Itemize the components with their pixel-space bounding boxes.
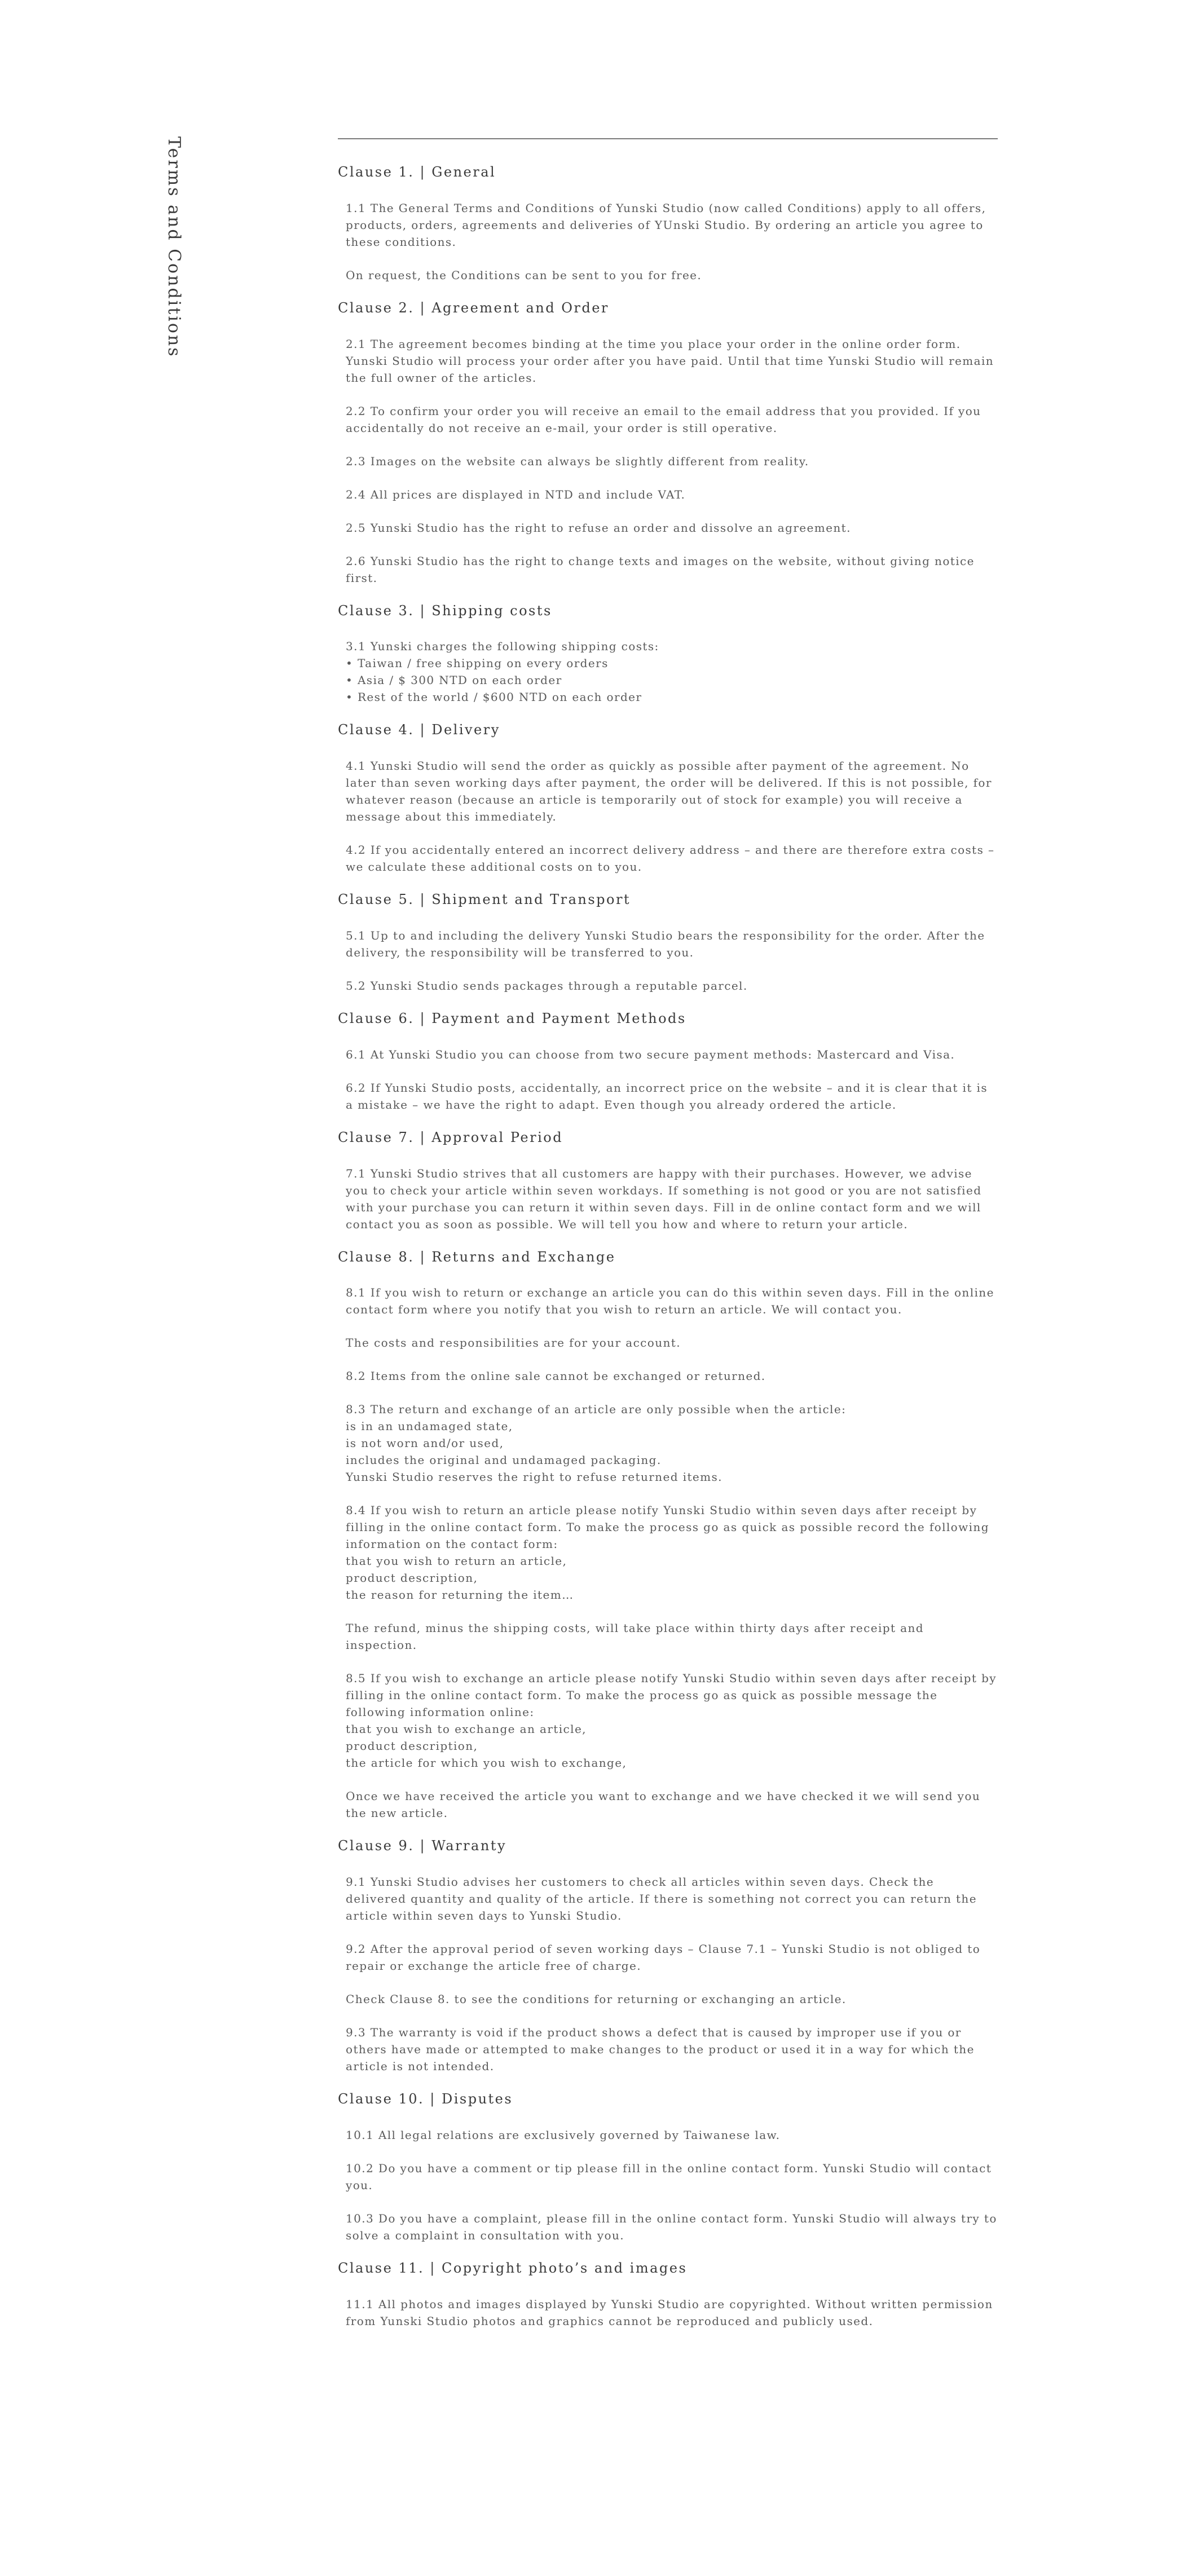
clause-heading: Clause 6. | Payment and Payment Methods [338,1010,686,1026]
clause-paragraph: 1.1 The General Terms and Conditions of Yunski Studio (now called Conditions) apply to all offers, products, orders, agreements and deliveries of YUnski Studio. By ordering an article you agree to these conditions. [346,201,986,249]
clause-paragraph: The refund, minus the shipping costs, will take place within thirty days after receipt and inspection. [346,1621,924,1652]
clause-paragraph: 8.3 The return and exchange of an article are only possible when the article: is in an undamaged state, is not worn and/or used, includes the original and undamaged packaging. Yunski Studio reserves the right to refuse returned items. [346,1402,847,1484]
clause-paragraph: 2.2 To confirm your order you will receive an email to the email address that you provided. If you accidentally do not receive an e-mail, your order is still operative. [346,404,981,435]
clause-paragraph: 5.1 Up to and including the delivery Yunski Studio bears the responsibility for the order. After the delivery, the responsibility will be transferred to you. [346,928,985,959]
clause-paragraph: 10.2 Do you have a comment or tip please fill in the online contact form. Yunski Studio will contact you. [346,2161,992,2192]
clause-section [338,300,998,586]
clause-paragraph: On request, the Conditions can be sent to you for free. [346,268,702,282]
clause-section [338,1011,998,1113]
clause-paragraph: 8.5 If you wish to exchange an article please notify Yunski Studio within seven days after receipt by filling in the online contact form. To make the process go as quick as possible message the following information online: that you wish to exchange an article, product description, the article for which you wish to exchange, [346,1671,997,1770]
clause-section [338,1130,998,1233]
clause-paragraph: 9.2 After the approval period of seven working days – Clause 7.1 – Yunski Studio is not obliged to repair or exchange the article free of charge. [346,1942,981,1973]
clause-paragraph: 3.1 Yunski charges the following shipping costs: • Taiwan / free shipping on every orders • Asia / $ 300 NTD on each order • Rest of the world / $600 NTD on each order [346,639,659,704]
clause-section [338,722,998,875]
clause-heading: Clause 10. | Disputes [338,2091,513,2107]
clause-paragraph: 8.4 If you wish to return an article please notify Yunski Studio within seven days after receipt by filling in the online contact form. To make the process go as quick as possible record the following information on the contact form: that you wish to return an article, product description, the reason for returning the item… [346,1503,989,1602]
clause-paragraph: 8.2 Items from the online sale cannot be exchanged or returned. [346,1369,766,1383]
clauses-list [338,164,998,2330]
clause-heading: Clause 7. | Approval Period [338,1129,563,1145]
clause-paragraph: 4.1 Yunski Studio will send the order as quickly as possible after payment of the agreement. No later than seven working days after payment, the order will be delivered. If this is not possible, for whatever reason (because an article is temporarily out of stock for example) you will receive a message about this immediately. [346,759,992,824]
clause-section [338,1249,998,1822]
clause-heading: Clause 4. | Delivery [338,722,500,738]
clause-paragraph: 9.1 Yunski Studio advises her customers to check all articles within seven days. Check the delivered quantity and quality of the article. If there is something not correct you can return the article within seven days to Yunski Studio. [346,1875,977,1923]
clause-heading: Clause 2. | Agreement and Order [338,299,609,316]
clause-paragraph: 9.3 The warranty is void if the product shows a defect that is caused by improper use if you or others have made or attempted to make changes to the product or used it in a way for which the article is not intended. [346,2026,975,2074]
clause-paragraph: 7.1 Yunski Studio strives that all customers are happy with their purchases. However, we advise you to check your article within seven workdays. If something is not good or you are not satisfied with your purchase you can return it within seven days. Fill in de online contact form and we will contact you as soon as possible. We will tell you how and where to return your article. [346,1166,982,1231]
clause-paragraph: 6.1 At Yunski Studio you can choose from two secure payment methods: Mastercard and Visa. [346,1047,955,1061]
clause-paragraph: 10.3 Do you have a complaint, please fill in the online contact form. Yunski Studio will always try to solve a complaint in consultation with you. [346,2211,997,2242]
clause-heading: Clause 9. | Warranty [338,1838,506,1854]
clause-section [338,1838,998,2075]
page-title: Terms and Conditions [164,136,184,358]
clause-heading: Clause 1. | General [338,164,496,180]
clause-paragraph: 6.2 If Yunski Studio posts, accidentally, an incorrect price on the website – and it is clear that it is a mistake – we have the right to adapt. Even though you already ordered the article. [346,1080,988,1111]
clause-paragraph: 5.2 Yunski Studio sends packages through a reputable parcel. [346,978,748,993]
clause-paragraph: 11.1 All photos and images displayed by Yunski Studio are copyrighted. Without written permission from Yunski Studio photos and graphics cannot be reproduced and publicly used. [346,2297,993,2328]
clause-paragraph: 2.1 The agreement becomes binding at the time you place your order in the online order form. Yunski Studio will process your order after you have paid. Until that time Yunski Studio will remain the full owner of the articles. [346,337,994,385]
clause-paragraph: 2.5 Yunski Studio has the right to refuse an order and dissolve an agreement. [346,521,851,535]
clause-heading: Clause 8. | Returns and Exchange [338,1249,616,1265]
clause-paragraph: The costs and responsibilities are for your account. [346,1336,681,1350]
clause-paragraph: 10.1 All legal relations are exclusively governed by Taiwanese law. [346,2128,781,2142]
clause-heading: Clause 11. | Copyright photo’s and images [338,2260,688,2276]
clause-heading: Clause 5. | Shipment and Transport [338,892,631,908]
clause-paragraph: Check Clause 8. to see the conditions for returning or exchanging an article. [346,1992,847,2006]
clause-heading: Clause 3. | Shipping costs [338,602,552,619]
clause-paragraph: 2.3 Images on the website can always be slightly different from reality. [346,454,809,468]
clause-section [338,2260,998,2330]
clause-paragraph: 2.4 All prices are displayed in NTD and include VAT. [346,487,686,501]
clause-paragraph: 2.6 Yunski Studio has the right to change texts and images on the website, without giving notice first. [346,554,975,585]
clause-paragraph: Once we have received the article you want to exchange and we have checked it we will send you the new article. [346,1789,981,1820]
clause-section [338,164,998,284]
top-divider [338,138,998,139]
clause-paragraph: 8.1 If you wish to return or exchange an article you can do this within seven days. Fill in the online contact form where you notify that you wish to return an article. We will contact you. [346,1286,994,1317]
terms-content [338,138,998,2346]
clause-paragraph: 4.2 If you accidentally entered an incorrect delivery address – and there are therefore extra costs – we calculate these additional costs on to you. [346,843,995,874]
clause-section [338,603,998,706]
clause-section [338,892,998,994]
clause-section [338,2091,998,2244]
